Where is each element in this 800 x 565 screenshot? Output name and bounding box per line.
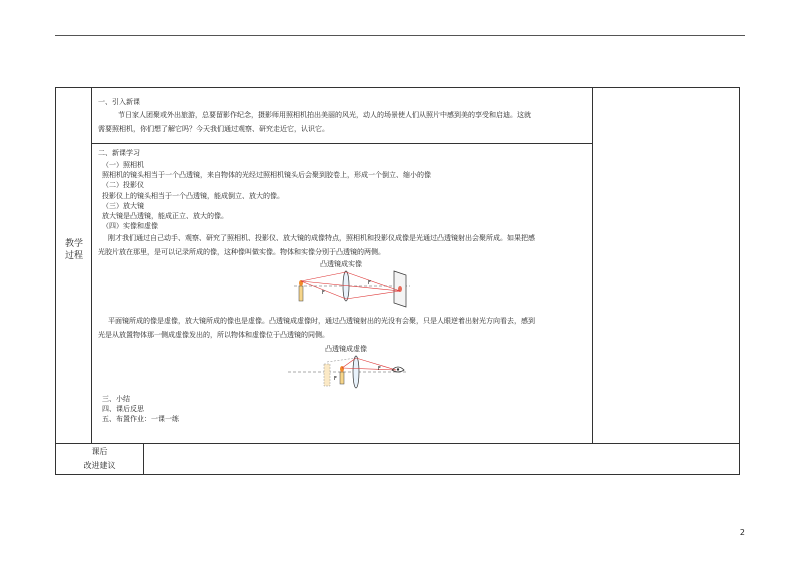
focus-label-right: F (368, 280, 371, 286)
intro-paragraph-line1: 节日家人团聚或外出旅游，总要留影作纪念，摄影师用照相机拍出美丽的风光，动人的场景使人们从照片中感到美的享受和启迪。这就 (118, 111, 531, 119)
figure-real-caption: 凸透镜成实像 (320, 260, 362, 268)
ray-5 (346, 291, 400, 299)
figure-virtual-image (288, 354, 408, 390)
figure-virtual-caption: 凸透镜成虚像 (325, 345, 367, 353)
col-divider-left (91, 88, 92, 443)
summary-item: 三、小结 (102, 395, 130, 403)
section-camera-title: （一）照相机 (102, 161, 144, 169)
convex-lens (353, 356, 359, 388)
section-projector-body: 投影仪上的镜头相当于一个凸透镜，能成倒立、放大的像。 (102, 192, 284, 200)
homework-item: 五、布置作业：一课一练 (102, 415, 179, 423)
focus-label-left: F (322, 290, 325, 296)
section-images-title: （四）实像和虚像 (102, 222, 158, 230)
section-camera-body: 照相机的镜头相当于一个凸透镜，来自物体的光经过照相机镜头后会聚到胶卷上，形成一个倒立、缩小的像 (102, 171, 431, 179)
footer-label (56, 445, 143, 473)
virtual-image-candle (324, 364, 330, 386)
section-magnifier-title: （三）放大镜 (102, 202, 144, 210)
intro-paragraph-line2: 需要照相机，你们想了解它吗？今天我们通过观察、研究走近它，认识它。 (98, 125, 329, 133)
reflection-item: 四、课后反思 (102, 405, 144, 413)
candle-object (299, 286, 303, 301)
footer-label-line2: 改进建议 (83, 461, 116, 470)
page-number: 2 (739, 528, 745, 537)
focus-label-right: F (378, 366, 381, 372)
section-projector-title: （二）投影仪 (102, 181, 144, 189)
ray-1 (301, 272, 346, 281)
focus-label-left: F (334, 376, 337, 382)
footer-col-divider (143, 443, 144, 475)
row-divider-intro (91, 143, 592, 144)
virtual-image-paragraph-line1: 平面镜所成的像是虚像，放大镜所成的像也是虚像。凸透镜成虚像时，通过凸透镜射出的光没有会聚，只是人眼逆着出射光方向看去，感到 (108, 317, 535, 325)
real-image-paragraph-line2: 光胶片放在那里，是可以记录所成的像，这种像叫做实像。物体和实像分别于凸透镜的两侧。 (98, 248, 385, 256)
virtual-image-paragraph-line2: 光是从放置物体那一侧成虚像发出的，所以物体和虚像位于凸透镜的同侧。 (98, 331, 329, 339)
lesson-heading: 二、新课学习 (98, 149, 140, 157)
ray-2 (356, 358, 396, 370)
intro-heading: 一、引入新课 (98, 98, 140, 106)
row-divider-footer (56, 443, 739, 444)
candle-object (340, 372, 344, 384)
ray-3 (342, 368, 396, 370)
process-label: 教学过程 (64, 239, 83, 261)
real-image-paragraph-line1: 刚才我们通过自己动手、观察、研究了照相机、投影仪、放大镜的成像特点，照相机和投影仪成像是光通过凸透镜射出会聚所成。如果把感 (108, 234, 535, 242)
figure-real-image (294, 269, 410, 311)
col-divider-right (592, 88, 593, 443)
eye-pupil (397, 368, 399, 370)
footer-label-line1: 课后 (91, 447, 108, 456)
section-magnifier-body: 放大镜是凸透镜，能成正立、放大的像。 (102, 212, 228, 220)
header-rule (55, 35, 745, 36)
lesson-table (55, 87, 740, 475)
